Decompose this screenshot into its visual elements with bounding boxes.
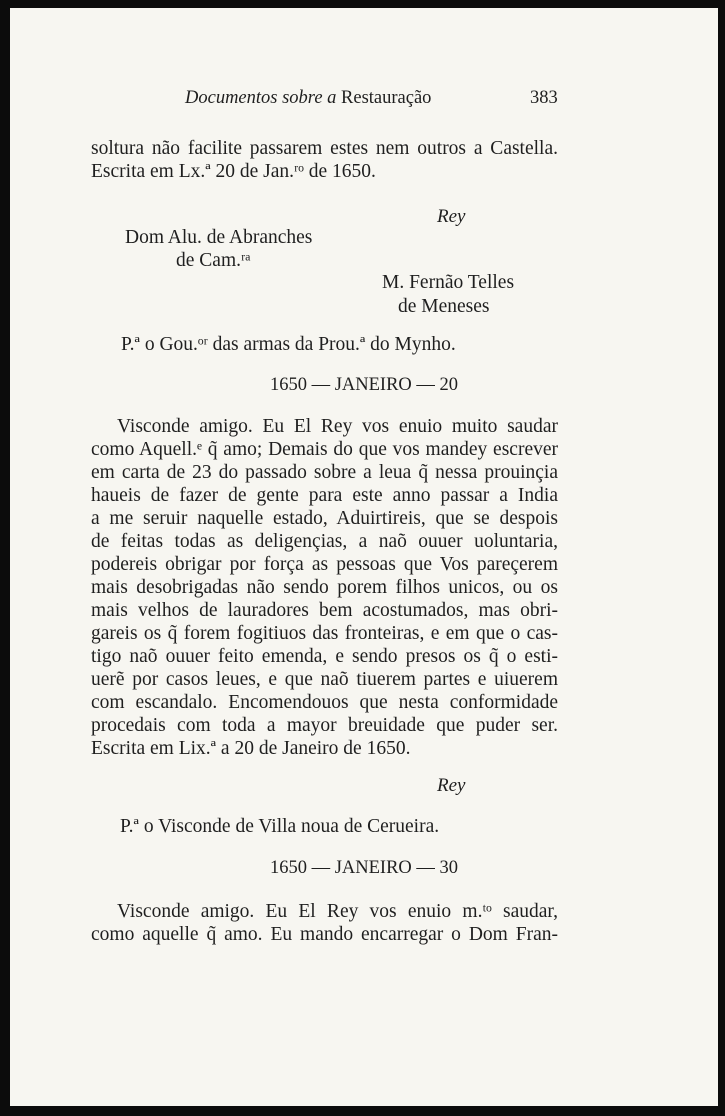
text-line: com escandalo. Encomendouos que nesta conformidade bbox=[91, 692, 558, 713]
text-line: soltura não facilite passarem estes nem outros a Castella. bbox=[91, 138, 558, 159]
left-signatory-line: de Cam.ʳᵃ bbox=[176, 250, 251, 271]
text-line: tigo naõ ouuer feito emenda, e sendo presos os q̃ o esti- bbox=[91, 646, 558, 667]
text-line: em carta de 23 do passado sobre a leua q̃ nessa prouinçia bbox=[91, 462, 558, 483]
address-line: P.ª o Visconde de Villa noua de Cerueira. bbox=[120, 816, 440, 837]
text-line: podereis obrigar por força as pessoas que Vos pareçerem bbox=[91, 554, 558, 575]
text-line: haueis de fazer de gente para este anno passar a India bbox=[91, 485, 558, 506]
text-line: uerẽ por casos leues, e que naõ tiuerem partes e uiuerem bbox=[91, 669, 558, 690]
right-signatory-line: de Meneses bbox=[398, 296, 490, 317]
text-line: como Aquell.ᵉ q̃ amo; Demais do que vos mandey escrever bbox=[91, 439, 558, 460]
signature-rey: Rey bbox=[437, 206, 466, 227]
text-line: Visconde amigo. Eu El Rey vos enuio m.ᵗᵒ saudar, bbox=[117, 901, 558, 922]
left-signatory-line: Dom Alu. de Abranches bbox=[125, 227, 313, 248]
text-line: procedais com toda a mayor breuidade que puder ser. bbox=[91, 715, 558, 736]
text-line: de feitas todas as deligençias, a naõ ouuer uoluntaria, bbox=[91, 531, 558, 552]
document-page bbox=[10, 8, 718, 1106]
address-line: P.ª o Gou.ᵒʳ das armas da Prou.ª do Mynho. bbox=[121, 334, 456, 355]
text-line: gareis os q̃ forem fogitiuos das fronteiras, e em que o cas- bbox=[91, 623, 558, 644]
signature-rey: Rey bbox=[437, 775, 466, 796]
right-signatory-line: M. Fernão Telles bbox=[382, 272, 515, 293]
text-line: Visconde amigo. Eu El Rey vos enuio muito saudar bbox=[117, 416, 558, 437]
text-line: Escrita em Lix.ª a 20 de Janeiro de 1650. bbox=[91, 738, 411, 759]
text-line: mais desobrigadas não sendo porem filhos unicos, ou os bbox=[91, 577, 558, 598]
running-header-title: Documentos sobre a Restauração bbox=[185, 88, 432, 108]
text-line: a me seruir naquelle estado, Aduirtireis, que se despois bbox=[91, 508, 558, 529]
page-number: 383 bbox=[530, 88, 558, 108]
text-line: mais velhos de lauradores bem acostumados, mas obri- bbox=[91, 600, 558, 621]
date-heading: 1650 — JANEIRO — 20 bbox=[269, 375, 459, 395]
date-heading: 1650 — JANEIRO — 30 bbox=[269, 858, 459, 878]
text-line: Escrita em Lx.ª 20 de Jan.ʳᵒ de 1650. bbox=[91, 161, 376, 182]
text-line: como aquelle q̃ amo. Eu mando encarregar o Dom Fran- bbox=[91, 924, 558, 945]
